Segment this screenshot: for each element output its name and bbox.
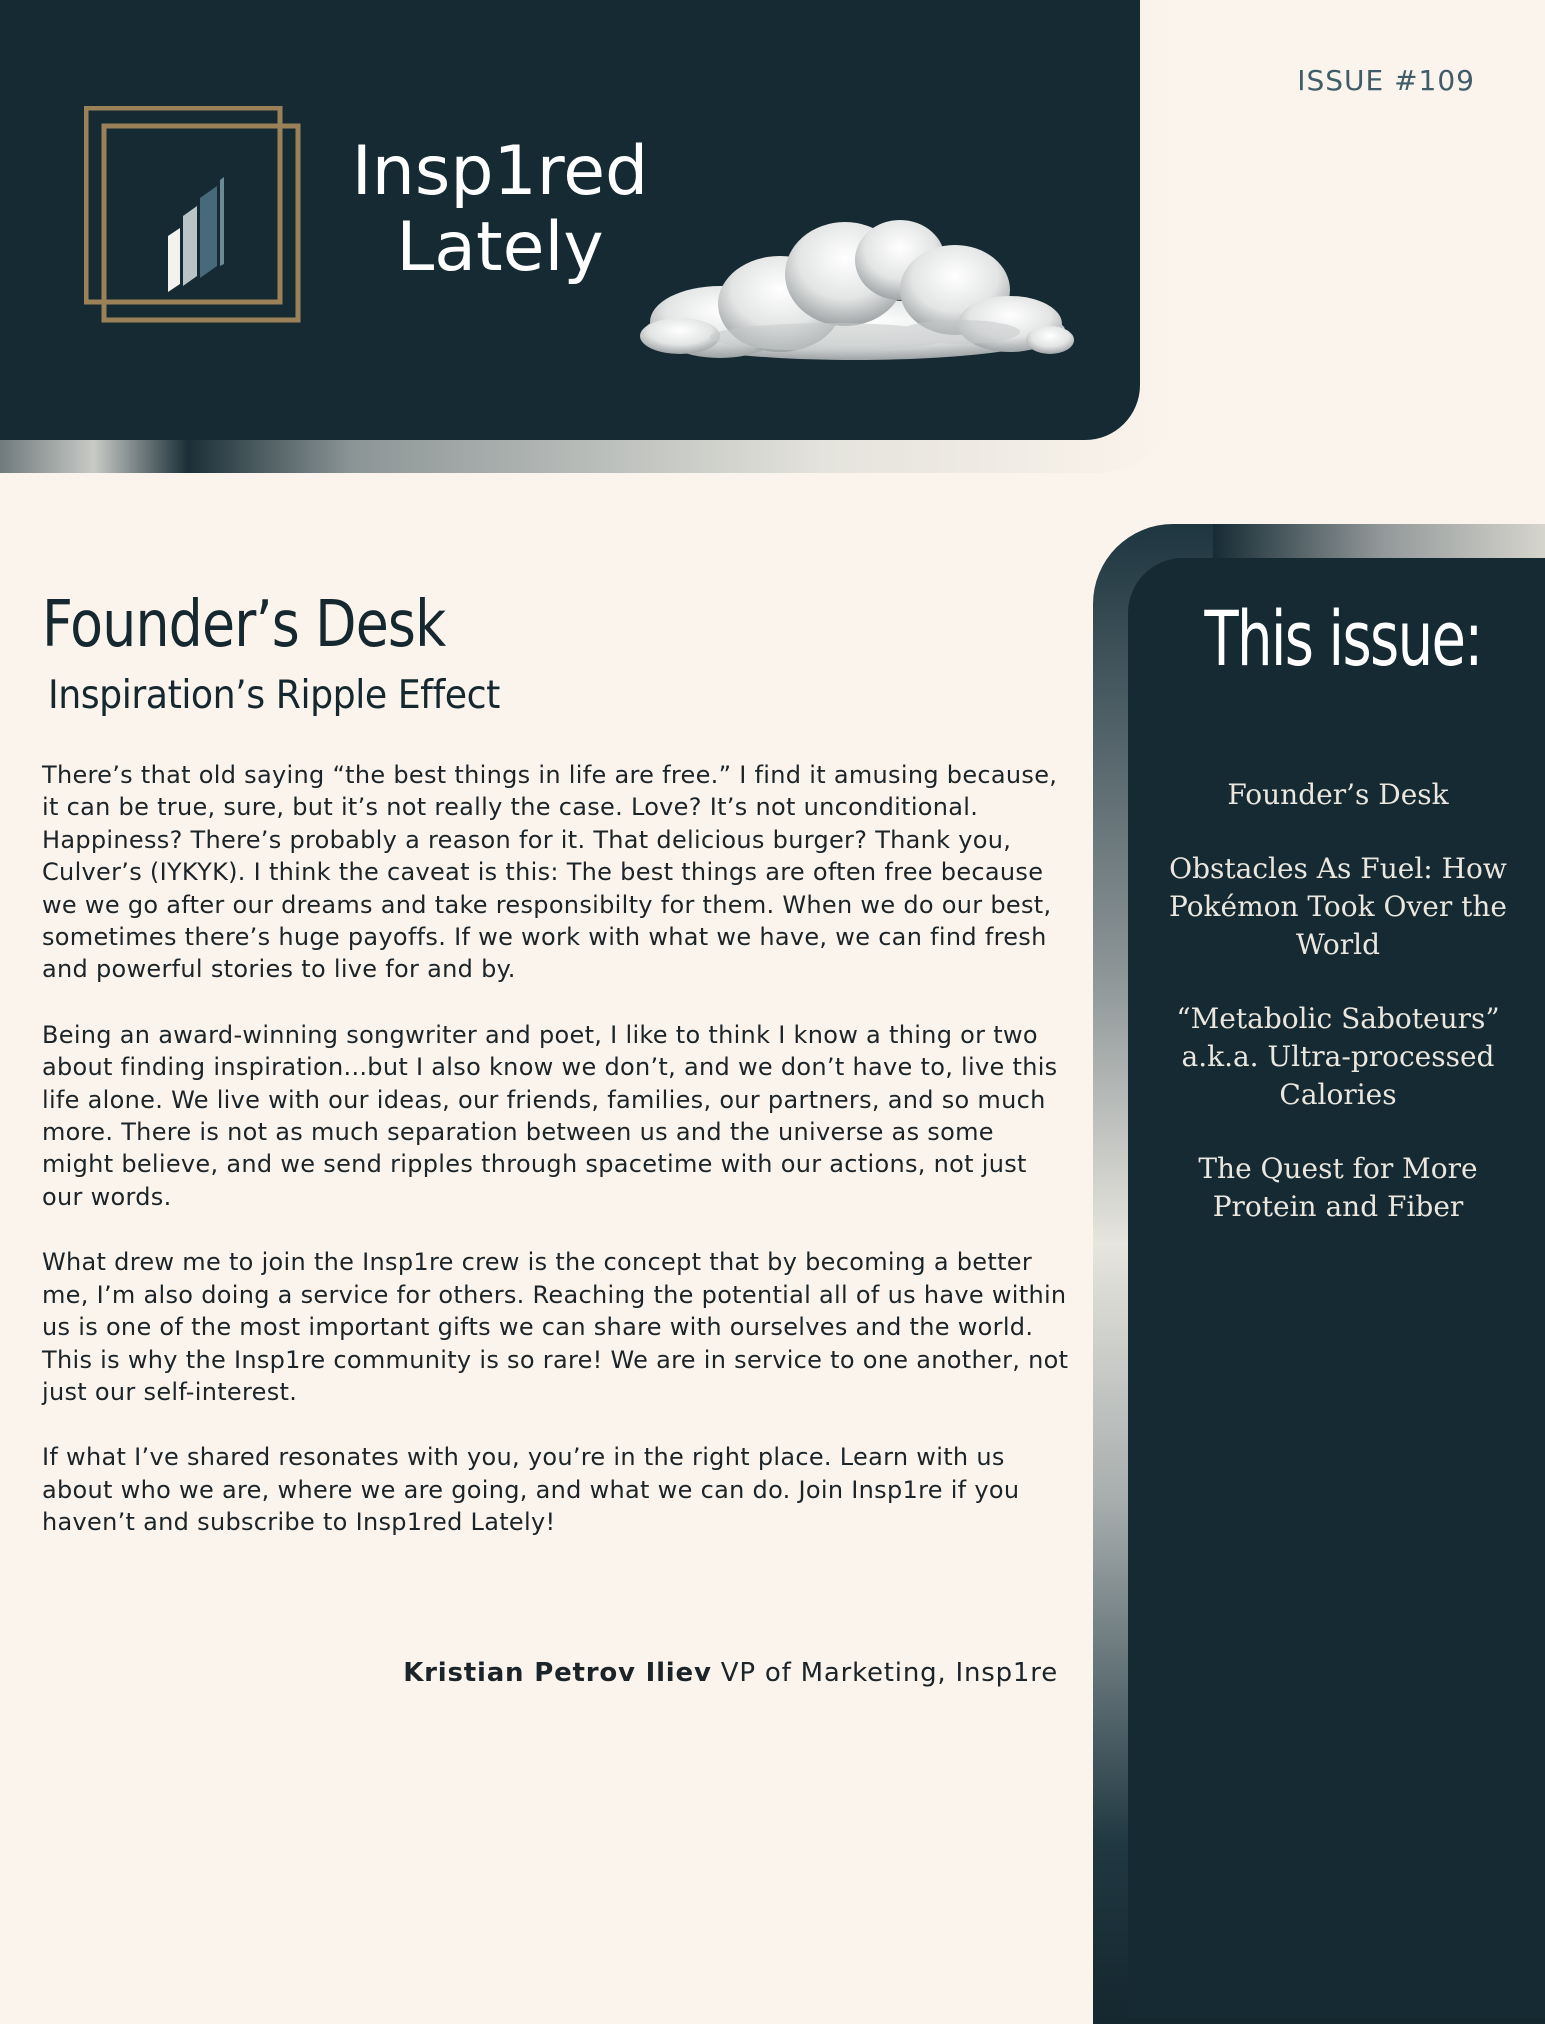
brand-line-2: Lately — [396, 208, 604, 287]
article-title: Founder’s Desk — [42, 588, 446, 662]
bar-chart-logo-icon — [84, 106, 302, 324]
toc-item-founders-desk[interactable]: Founder’s Desk — [1227, 778, 1449, 811]
brand-wordmark — [340, 134, 660, 286]
toc-item-metabolic-saboteurs[interactable]: “Metabolic Saboteurs” a.k.a. Ultra-processed Calories — [1176, 1002, 1500, 1111]
article-paragraph: Being an award-winning songwriter and poet, I like to think I know a thing or two about finding inspiration...but I also know we don’t, and we don’t have to, live this life alone. We live with our ideas, our friends, families, our partners, and so much more. There is not as much separation between us and the universe as some might believe, and we send ripples through spacetime with our actions, not just our words. — [42, 1020, 1058, 1211]
cloud-icon — [630, 212, 1080, 382]
sidebar-title: This issue: — [1204, 594, 1482, 683]
article-paragraph: What drew me to join the Insp1re crew is the concept that by becoming a better me, I’m also doing a service for others. Reaching the potential all of us have within us is one of the most important gifts we can share with ourselves and the world. This is why the Insp1re community is so rare! We are in service to one another, not just our self-interest. — [42, 1248, 1069, 1406]
author-name: Kristian Petrov Iliev — [403, 1658, 712, 1688]
toc-item-protein-and-fiber[interactable]: The Quest for More Protein and Fiber — [1198, 1152, 1478, 1223]
article-body — [42, 759, 1072, 1539]
article-section — [42, 585, 1072, 1688]
article-subtitle: Inspiration’s Ripple Effect — [48, 673, 500, 718]
article-paragraph: If what I’ve shared resonates with you, you’re in the right place. Learn with us about who we are, where we are going, and what we can do. Join Insp1re if you haven’t and subscribe to Insp1red Lately! — [42, 1443, 1020, 1537]
issue-number: ISSUE #109 — [1297, 64, 1475, 97]
author-signature — [42, 1658, 1072, 1688]
brand-line-1: Insp1red — [351, 132, 649, 211]
author-role: VP of Marketing, Insp1re — [711, 1658, 1058, 1688]
header-banner — [0, 0, 1140, 440]
article-paragraph: There’s that old saying “the best things in life are free.” I find it amusing because, it can be true, sure, but it’s not really the case. Love? It’s not unconditional. Happiness? There’s probably a reason for it. That delicious burger? Thank you, Culver’s (IYKYK). I think the caveat is this: The best things are often free because we we go after our dreams and take responsibilty for them. When we do our best, sometimes there’s huge payoffs. If we work with what we have, we can find fresh and powerful stories to live for and by. — [42, 761, 1058, 984]
toc-item-obstacles-as-fuel[interactable]: Obstacles As Fuel: How Pokémon Took Over the World — [1168, 852, 1507, 961]
toc-list — [1158, 776, 1518, 1262]
sidebar-table-of-contents — [1128, 558, 1545, 2018]
